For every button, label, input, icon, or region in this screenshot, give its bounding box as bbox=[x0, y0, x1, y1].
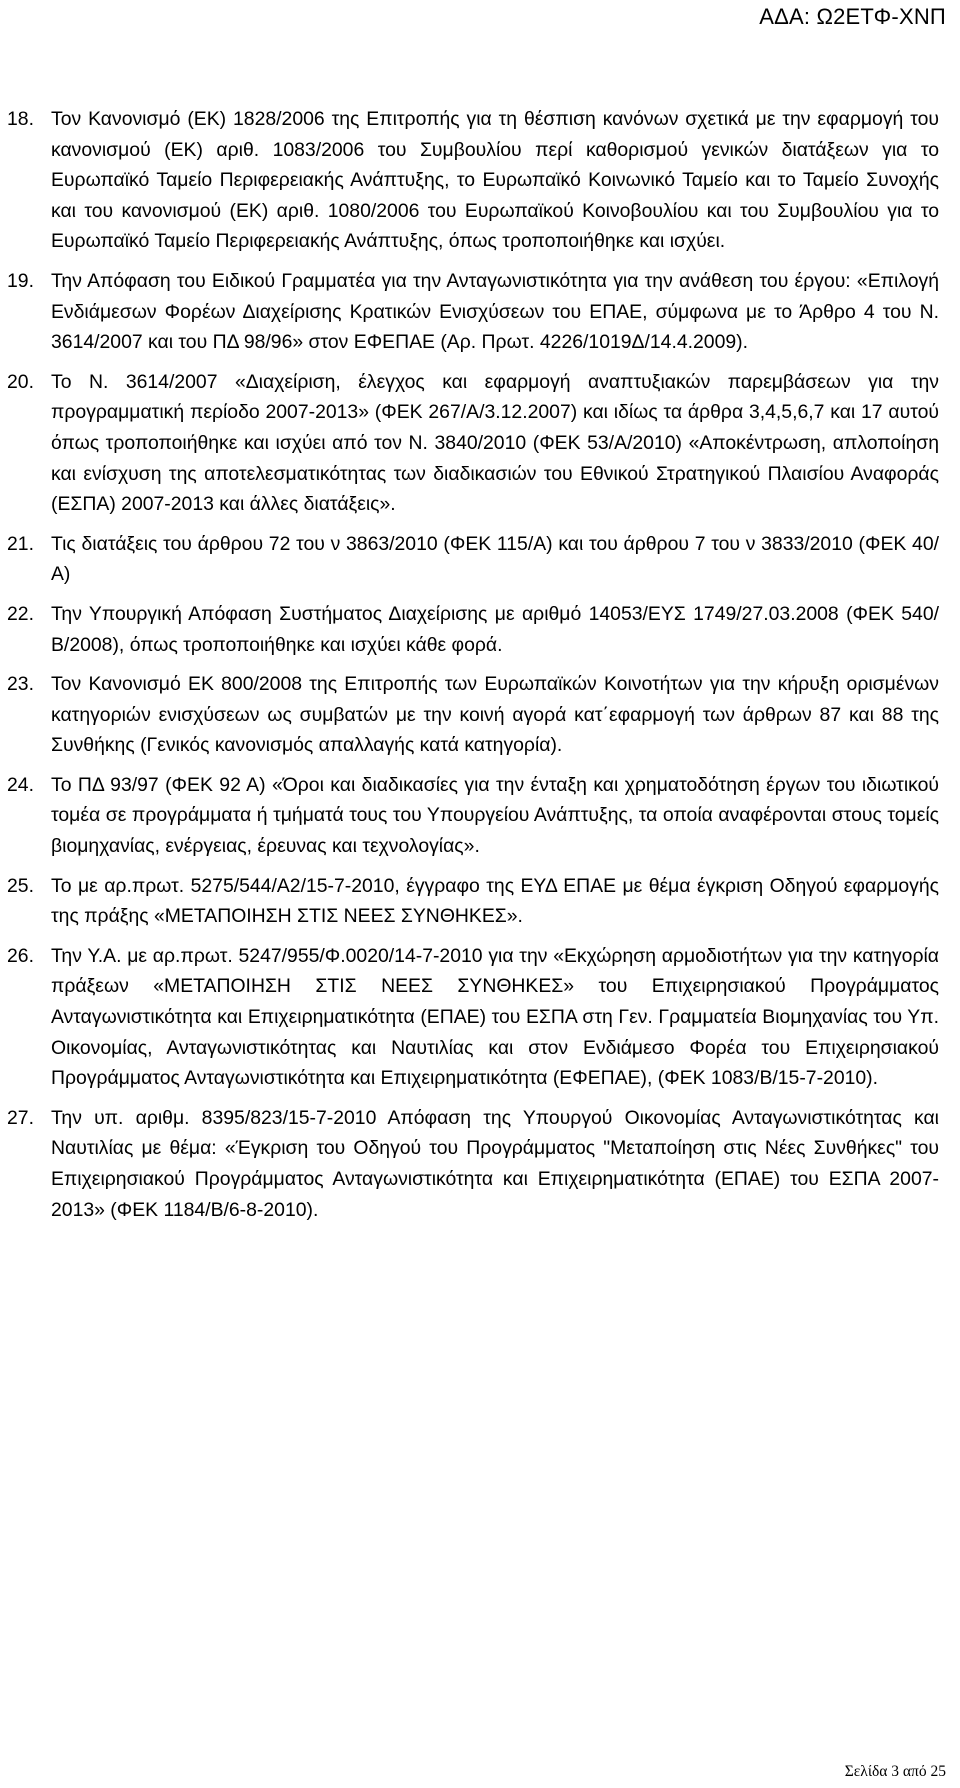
item-number: 19. bbox=[7, 269, 34, 292]
list-item bbox=[7, 266, 939, 358]
list-item bbox=[7, 599, 939, 660]
item-number: 18. bbox=[7, 108, 34, 130]
item-text: Τις διατάξεις του άρθρου 72 του ν 3863/2010 (ΦΕΚ 115/Α) και του άρθρου 7 του ν 3833/2010 (ΦΕΚ 40/Α) bbox=[51, 532, 939, 586]
list-item bbox=[7, 941, 939, 1094]
list-item bbox=[7, 529, 939, 590]
item-number: 24. bbox=[7, 773, 34, 796]
item-text: Τον Κανονισμό ΕΚ 800/2008 της Επιτροπής των Ευρωπαϊκών Κοινοτήτων για την κήρυξη ορισμένων κατηγοριών ενισχύσεων ως συμβατών με την κοινή αγορά κατ΄εφαρμογή των άρθρων 87 και 88 της Συνθήκης (Γενικός κανονισμός απαλλαγής κατά κατηγορία). bbox=[51, 673, 939, 757]
item-text: Την υπ. αριθμ. 8395/823/15-7-2010 Απόφαση της Υπουργού Οικονομίας Ανταγωνιστικότητας και Ναυτιλίας με θέμα: «Έγκριση του Οδηγού του Προγράμματος "Μεταποίηση στις Νέες Συνθήκες" του Επιχειρησιακού Προγράμματος Ανταγωνιστικότητα και Επιχειρηματικότητα (ΕΠΑΕ) του ΕΣΠΑ 2007-2013» (ΦΕΚ 1184/Β/6-8-2010). bbox=[51, 1106, 939, 1221]
list-item bbox=[7, 1103, 939, 1225]
item-number: 22. bbox=[7, 602, 34, 625]
item-number: 23. bbox=[7, 673, 34, 696]
item-text: Την Υπουργική Απόφαση Συστήματος Διαχείρισης με αριθμό 14053/ΕΥΣ 1749/27.03.2008 (ΦΕΚ 540/Β/2008), όπως τροποποιήθηκε και ισχύει κάθε φορά. bbox=[51, 602, 939, 656]
list-item bbox=[7, 669, 939, 761]
item-text: Την Απόφαση του Ειδικού Γραμματέα για την Ανταγωνιστικότητα για την ανάθεση του έργου: «Επιλογή Ενδιάμεσων Φορέων Διαχείρισης Κρατικών Ενισχύσεων του ΕΠΑΕ, σύμφωνα με το Άρθρο 4 του Ν. 3614/2007 και του ΠΔ 98/96» στον ΕΦΕΠΑΕ (Αρ. Πρωτ. 4226/1019Δ/14.4.2009). bbox=[51, 269, 939, 354]
list-item bbox=[7, 770, 939, 862]
list-item bbox=[7, 871, 939, 932]
document-body bbox=[7, 104, 939, 1234]
item-text: Το ΠΔ 93/97 (ΦΕΚ 92 Α) «Όροι και διαδικασίες για την ένταξη και χρηματοδότηση έργων του ιδιωτικού τομέα σε προγράμματα ή τμήματά τους του Υπουργείου Ανάπτυξης, τα οποία αναφέρονται στους τομείς βιομηχανίας, ενέργειας, έρευνας και τεχνολογίας». bbox=[51, 773, 939, 858]
page-number: Σελίδα 3 από 25 bbox=[844, 1763, 946, 1780]
item-number: 26. bbox=[7, 944, 34, 967]
ada-code: ΑΔΑ: Ω2ΕΤΦ-ΧΝΠ bbox=[759, 4, 946, 29]
item-number: 25. bbox=[7, 874, 34, 897]
item-number: 20. bbox=[7, 370, 34, 393]
item-text: Το Ν. 3614/2007 «Διαχείριση, έλεγχος και εφαρμογή αναπτυξιακών παρεμβάσεων για την προγραμματική περίοδο 2007-2013» (ΦΕΚ 267/Α/3.12.2007) και ιδίως τα άρθρα 3,4,5,6,7 και 17 αυτού όπως τροποποιήθηκε και ισχύει από τον Ν. 3840/2010 (ΦΕΚ 53/Α/2010) «Αποκέντρωση, απλοποίηση και ενίσχυση της αποτελεσματικότητας των διαδικασιών του Εθνικού Στρατηγικού Πλαισίου Αναφοράς (ΕΣΠΑ) 2007-2013 και άλλες διατάξεις». bbox=[51, 370, 939, 516]
item-number: 27. bbox=[7, 1106, 34, 1129]
item-number: 21. bbox=[7, 532, 34, 555]
item-text: Το με αρ.πρωτ. 5275/544/Α2/15-7-2010, έγγραφο της ΕΥΔ ΕΠΑΕ με θέμα έγκριση Οδηγού εφαρμογής της πράξης «ΜΕΤΑΠΟΙΗΣΗ ΣΤΙΣ ΝΕΕΣ ΣΥΝΘΗΚΕΣ». bbox=[51, 874, 939, 928]
list-item bbox=[7, 367, 939, 520]
item-text: Την Υ.Α. με αρ.πρωτ. 5247/955/Φ.0020/14-7-2010 για την «Εκχώρηση αρμοδιοτήτων για την κατηγορία πράξεων «ΜΕΤΑΠΟΙΗΣΗ ΣΤΙΣ ΝΕΕΣ ΣΥΝΘΗΚΕΣ» του Επιχειρησιακού Προγράμματος Ανταγωνιστικότητα και Επιχειρηματικότητα (ΕΠΑΕ) του ΕΣΠΑ στη Γεν. Γραμματεία Βιομηχανίας του Υπ. Οικονομίας, Ανταγωνιστικότητας και Ναυτιλίας και στον Ενδιάμεσο Φορέα του Επιχειρησιακού Προγράμματος Ανταγωνιστικότητα και Επιχειρηματικότητα (ΕΦΕΠΑΕ), (ΦΕΚ 1083/Β/15-7-2010). bbox=[51, 944, 939, 1090]
list-item bbox=[7, 104, 939, 257]
item-text: Τον Κανονισμό (ΕΚ) 1828/2006 της Επιτροπής για τη θέσπιση κανόνων σχετικά με την εφαρμογή του κανονισμού (ΕΚ) αριθ. 1083/2006 του Συμβουλίου περί καθορισμού γενικών διατάξεων για το Ευρωπαϊκό Ταμείο Περιφερειακής Ανάπτυξης, το Ευρωπαϊκό Κοινωνικό Ταμείο και το Ταμείο Συνοχής και του κανονισμού (ΕΚ) αριθ. 1080/2006 του Ευρωπαϊκού Κοινοβουλίου και του Συμβουλίου για το Ευρωπαϊκό Ταμείο Περιφερειακής Ανάπτυξης, όπως τροποποιήθηκε και ισχύει. bbox=[51, 108, 939, 253]
